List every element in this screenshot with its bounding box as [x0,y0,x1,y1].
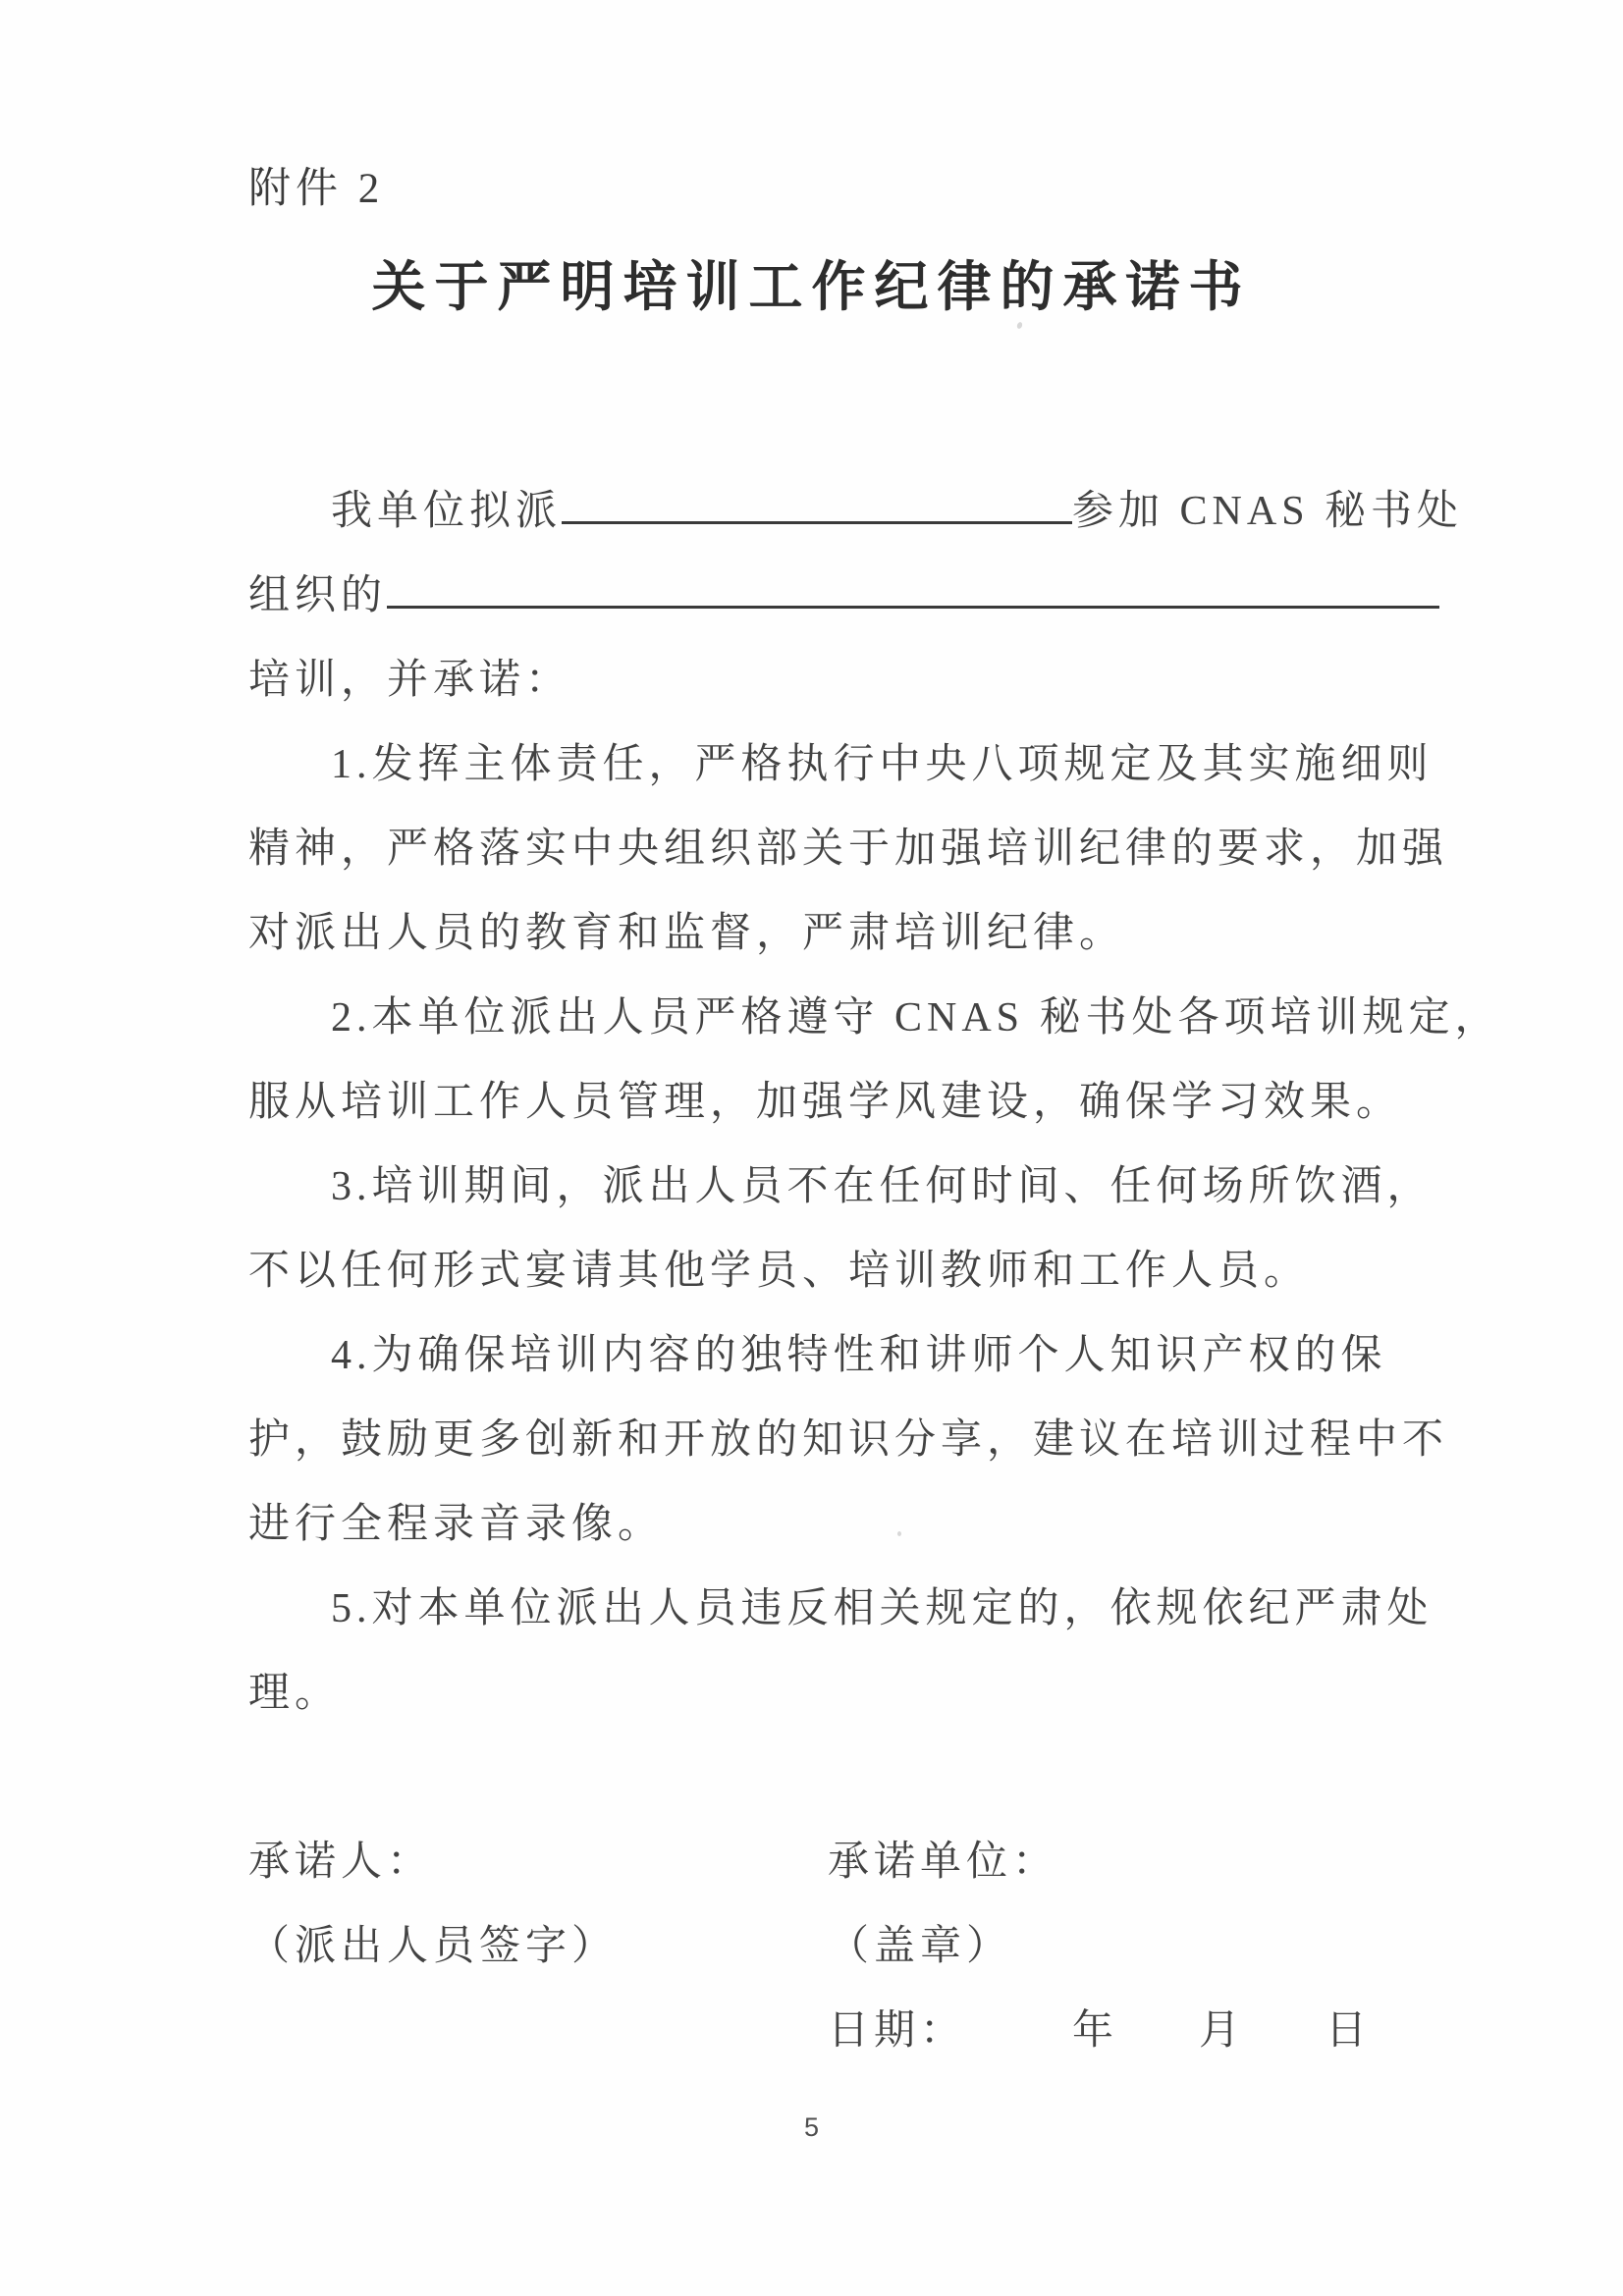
commitment-line: 2.本单位派出人员严格遵守 CNAS 秘书处各项培训规定， [331,995,1501,1041]
fill-in-blank-training-name [387,601,1439,609]
commitment-line: 理。 [248,1671,342,1716]
commitment-line: 服从培训工作人员管理，加强学风建设，确保学习效果。 [248,1080,1403,1125]
page-number: 5 [803,2112,820,2142]
document-body [248,469,1501,2073]
date-year-label: 年 [1072,2008,1119,2054]
intro-line-3: 培训，并承诺： [248,658,572,703]
attachment-label: 附件 2 [248,166,385,212]
unit-note: （盖章） [828,1924,1013,1969]
commitment-line: 4.为确保培训内容的独特性和讲师个人知识产权的保 [331,1333,1387,1378]
date-month-label: 月 [1199,2008,1246,2054]
commitment-line: 精神，严格落实中央组织部关于加强培训纪律的要求，加强 [248,827,1449,872]
date-label: 日期： [828,2008,967,2054]
promiser-note: （派出人员签字） [248,1924,619,1969]
signature-row-labels [248,1820,1454,1904]
scan-speck [897,1531,901,1536]
promiser-label: 承诺人： [248,1840,434,1885]
document-title: 关于严明培训工作纪律的承诺书 [371,257,1252,317]
fill-in-blank-delegate-name [562,516,1072,524]
commitment-line: 1.发挥主体责任，严格执行中央八项规定及其实施细则 [331,742,1434,787]
date-line [828,1989,1454,2073]
unit-label: 承诺单位： [828,1840,1059,1885]
intro-line-1-suffix: 参加 CNAS 秘书处 [1072,489,1464,534]
intro-line-1 [248,469,1464,554]
commitment-line: 不以任何形式宴请其他学员、培训教师和工作人员。 [248,1249,1311,1294]
intro-line-2-prefix: 组织的 [248,573,388,618]
scan-speck [1016,321,1023,329]
signature-row-notes [248,1904,1454,1989]
date-day-label: 日 [1325,2008,1373,2054]
commitment-line: 5.对本单位派出人员违反相关规定的，依规依纪严肃处 [331,1586,1434,1631]
intro-line-1-prefix: 我单位拟派 [331,489,563,534]
commitment-line: 对派出人员的教育和监督，严肃培训纪律。 [248,911,1126,956]
date-left-spacer [248,1989,828,2073]
commitment-line: 进行全程录音录像。 [248,1502,665,1547]
intro-line-2 [248,554,1454,638]
signature-row-date [248,1989,1454,2073]
blank-line [248,1735,1454,1820]
commitment-line: 3.培训期间，派出人员不在任何时间、任何场所饮酒， [331,1164,1434,1209]
commitment-line: 护，鼓励更多创新和开放的知识分享，建议在培训过程中不 [248,1417,1449,1463]
